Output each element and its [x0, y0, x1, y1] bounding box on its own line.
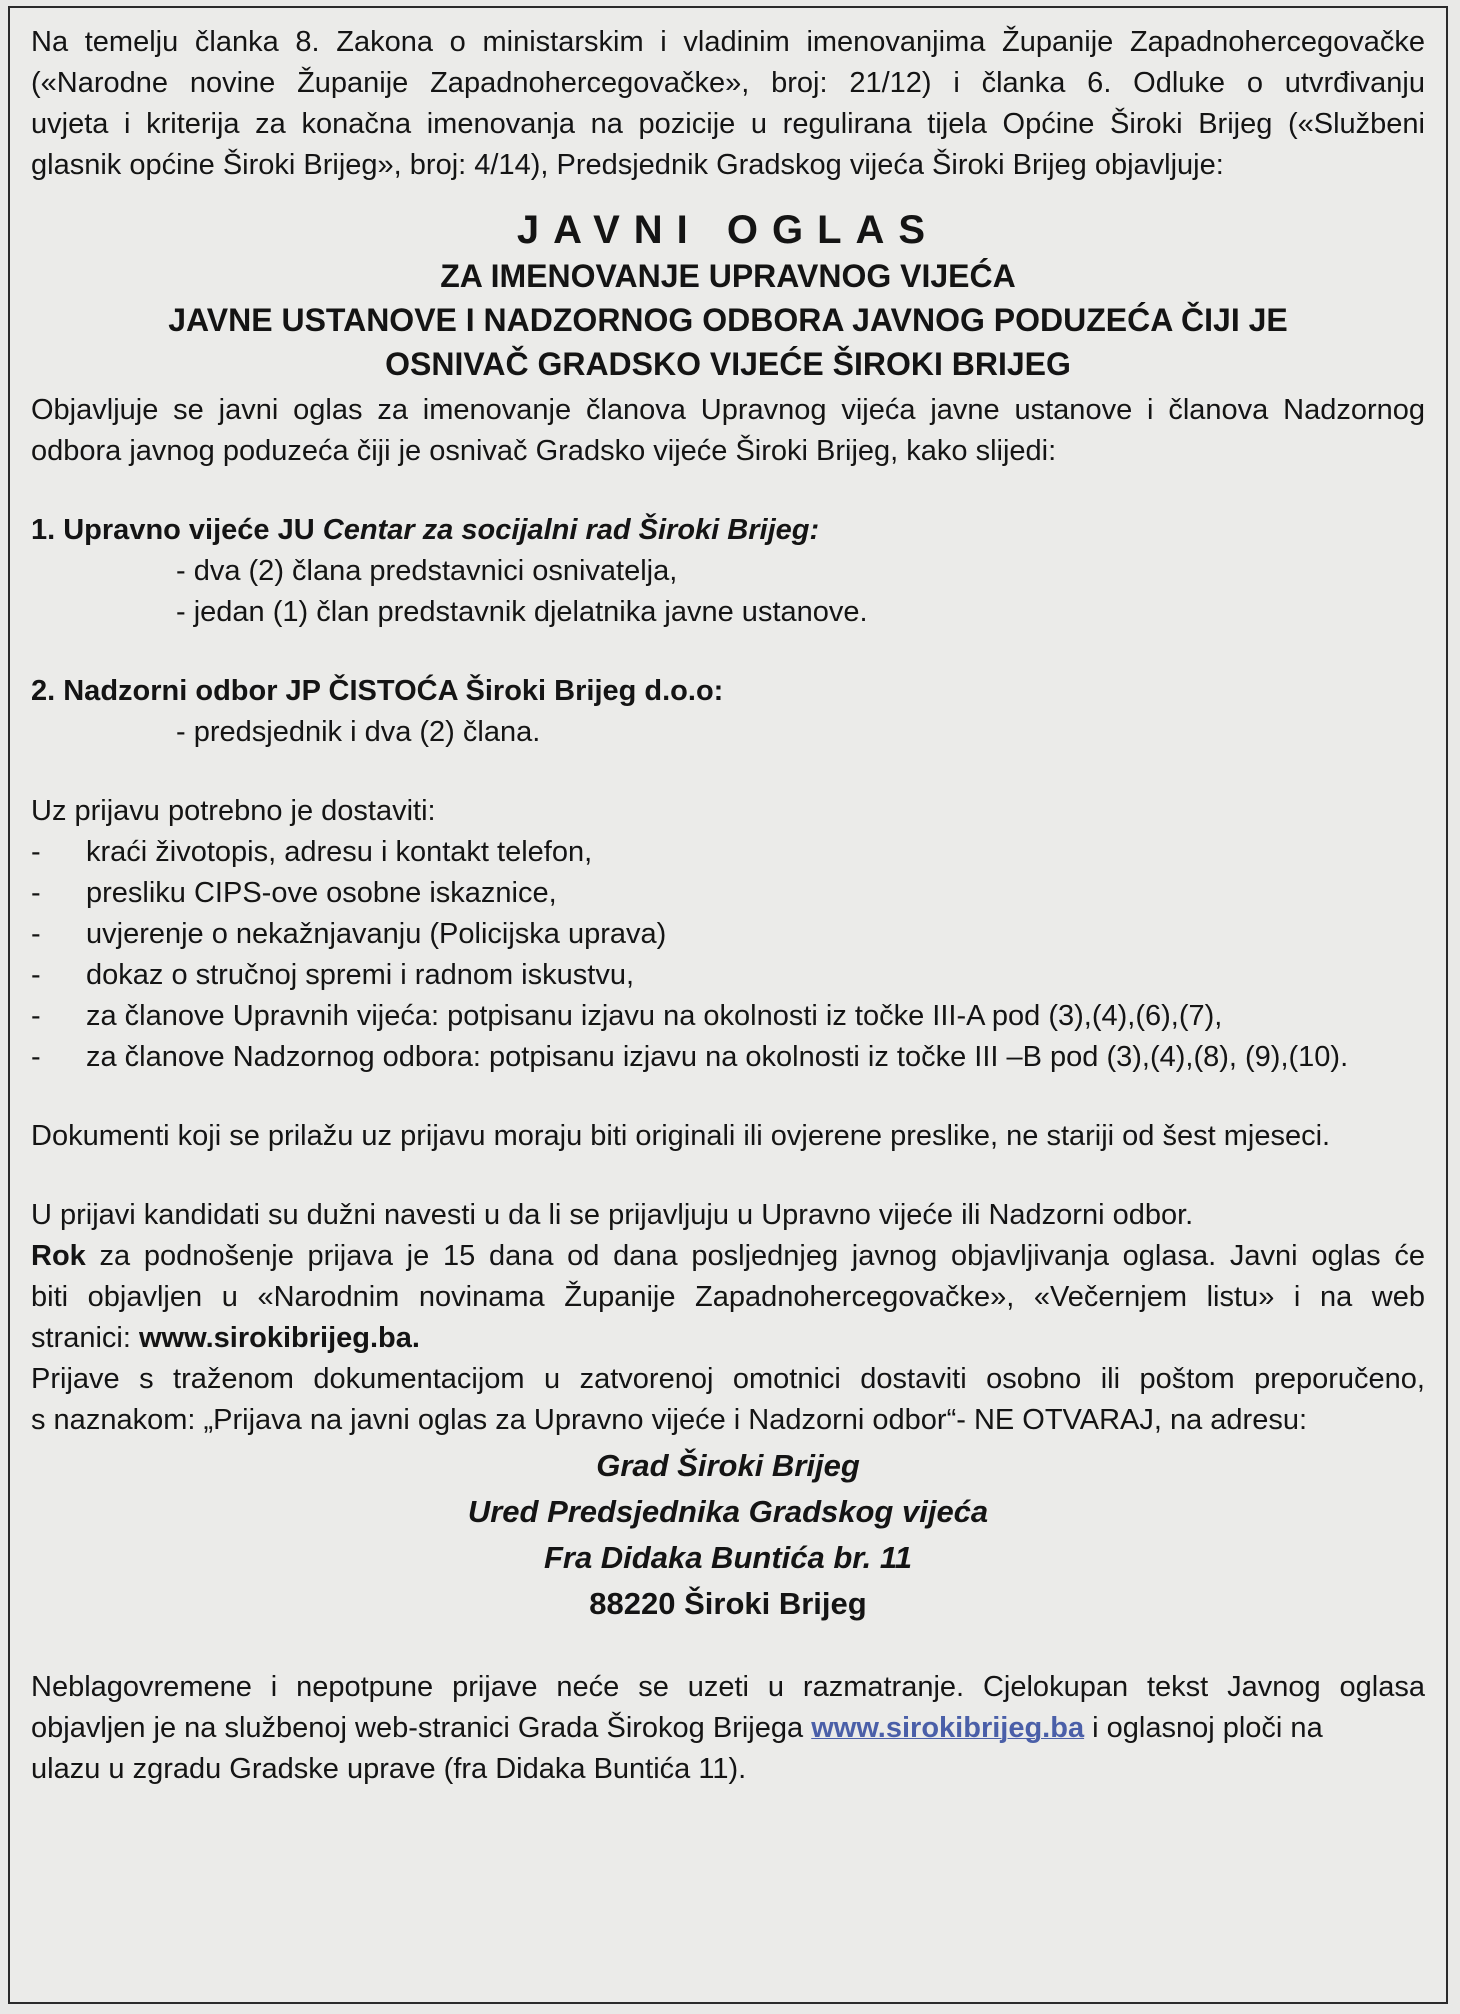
apply-line: biti objavljen u «Narodnim novinama Županije Zapadnohercegovačke», «Večernjem listu» i na web — [31, 1281, 1425, 1313]
mailing-address — [22, 1443, 1434, 1627]
list-item: - dokaz o stručnoj spremi i radnom iskustvu, — [31, 959, 634, 991]
apply-line: U prijavi kandidati su dužni navesti u da li se prijavljuju u Upravno vijeće ili Nadzorni odbor. — [31, 1199, 1194, 1231]
deadline-label: Rok — [31, 1240, 86, 1272]
apply-line: s naznakom: „Prijava na javni oglas za Upravno vijeće i Nadzorni odbor“- NE OTVARAJ, na adresu: — [31, 1404, 1308, 1436]
documents-note: Dokumenti koji se prilažu uz prijavu moraju biti originali ili ovjerene preslike, ne stariji od šest mjeseci. — [31, 1120, 1331, 1152]
address-line: Grad Široki Brijeg — [596, 1448, 860, 1483]
address-line: 88220 Široki Brijeg — [589, 1586, 867, 1621]
website-link[interactable]: www.sirokibrijeg.ba — [811, 1712, 1085, 1744]
notice-title — [22, 206, 1434, 386]
apply-line: stranici: www.sirokibrijeg.ba. — [31, 1322, 420, 1354]
list-item: - presliku CIPS-ove osobne iskaznice, — [31, 877, 557, 909]
closing-line: ulazu u zgradu Gradske uprave (fra Didaka Buntića 11). — [31, 1753, 747, 1785]
apply-line: Rok za podnošenje prijava je 15 dana od dana posljednjeg javnog objavljivanja oglasa. Javni oglas će — [31, 1240, 1425, 1272]
section-1-item: - jedan (1) član predstavnik djelatnika javne ustanove. — [176, 596, 868, 628]
section-2-item: - predsjednik i dva (2) člana. — [176, 716, 541, 748]
intro-line: glasnik općine Široki Brijeg», broj: 4/14), Predsjednik Gradskog vijeća Široki Brijeg objavljuje: — [31, 149, 1224, 181]
announce-line: odbora javnog poduzeća čiji je osnivač Gradsko vijeće Široki Brijeg, kako slijedi: — [31, 435, 1057, 467]
closing-line: objavljen je na službenoj web-stranici Grada Širokog Brijega www.sirokibrijeg.ba i oglasnoj ploči na — [31, 1712, 1323, 1744]
list-item: - kraći životopis, adresu i kontakt telefon, — [31, 836, 593, 868]
announcement-paragraph — [31, 390, 1425, 472]
list-item: - za članove Nadzornog odbora: potpisanu izjavu na okolnosti iz točke III –B pod (3),(4),(8), (9),(10). — [31, 1041, 1349, 1073]
list-item: - za članove Upravnih vijeća: potpisanu izjavu na okolnosti iz točke III-A pod (3),(4),(6),(7), — [31, 1000, 1223, 1032]
address-line: Fra Didaka Buntića br. 11 — [543, 1540, 913, 1575]
title-sub: OSNIVAČ GRADSKO VIJEĆE ŠIROKI BRIJEG — [385, 346, 1071, 382]
intro-line: uvjeta i kriterija za konačna imenovanja na pozicije u regulirana tijela Općine Široki Brijeg («Službeni — [31, 108, 1425, 140]
section-2 — [31, 671, 1425, 753]
application-instructions — [31, 1195, 1425, 1441]
apply-line: Prijave s traženom dokumentacijom u zatvorenoj omotnici dostaviti osobno ili poštom preporučeno, — [31, 1363, 1425, 1395]
requirements — [31, 791, 1425, 1078]
title-main: JAVNI OGLAS — [516, 208, 940, 252]
section-1-heading: 1. Upravno vijeće JU Centar za socijalni rad Široki Brijeg: — [31, 514, 820, 546]
section-1-item: - dva (2) člana predstavnici osnivatelja, — [176, 555, 678, 587]
intro-line: Na temelju članka 8. Zakona o ministarskim i vladinim imenovanjima Županije Zapadnohercegovačke — [31, 26, 1425, 58]
title-sub: ZA IMENOVANJE UPRAVNOG VIJEĆA — [440, 258, 1016, 294]
intro-line: («Narodne novine Županije Zapadnohercegovačke», broj: 21/12) i članka 6. Odluke o utvrđivanju — [31, 67, 1425, 99]
public-notice — [8, 6, 1448, 2004]
section-1 — [31, 510, 1425, 633]
closing-line: Neblagovremene i nepotpune prijave neće se uzeti u razmatranje. Cjelokupan tekst Javnog oglasa — [31, 1671, 1425, 1703]
requirements-heading: Uz prijavu potrebno je dostaviti: — [31, 795, 436, 827]
closing-paragraph — [31, 1667, 1425, 1790]
section-2-heading: 2. Nadzorni odbor JP ČISTOĆA Široki Brijeg d.o.o: — [31, 675, 724, 707]
announce-line: Objavljuje se javni oglas za imenovanje članova Upravnog vijeća javne ustanove i članova Nadzornog — [31, 394, 1425, 426]
list-item: - uvjerenje o nekažnjavanju (Policijska uprava) — [31, 918, 667, 950]
legal-basis-paragraph — [31, 22, 1425, 186]
title-sub: JAVNE USTANOVE I NADZORNOG ODBORA JAVNOG PODUZEĆA ČIJI JE — [168, 302, 1288, 338]
website-text: www.sirokibrijeg.ba. — [138, 1322, 420, 1354]
address-line: Ured Predsjednika Gradskog vijeća — [467, 1494, 989, 1529]
